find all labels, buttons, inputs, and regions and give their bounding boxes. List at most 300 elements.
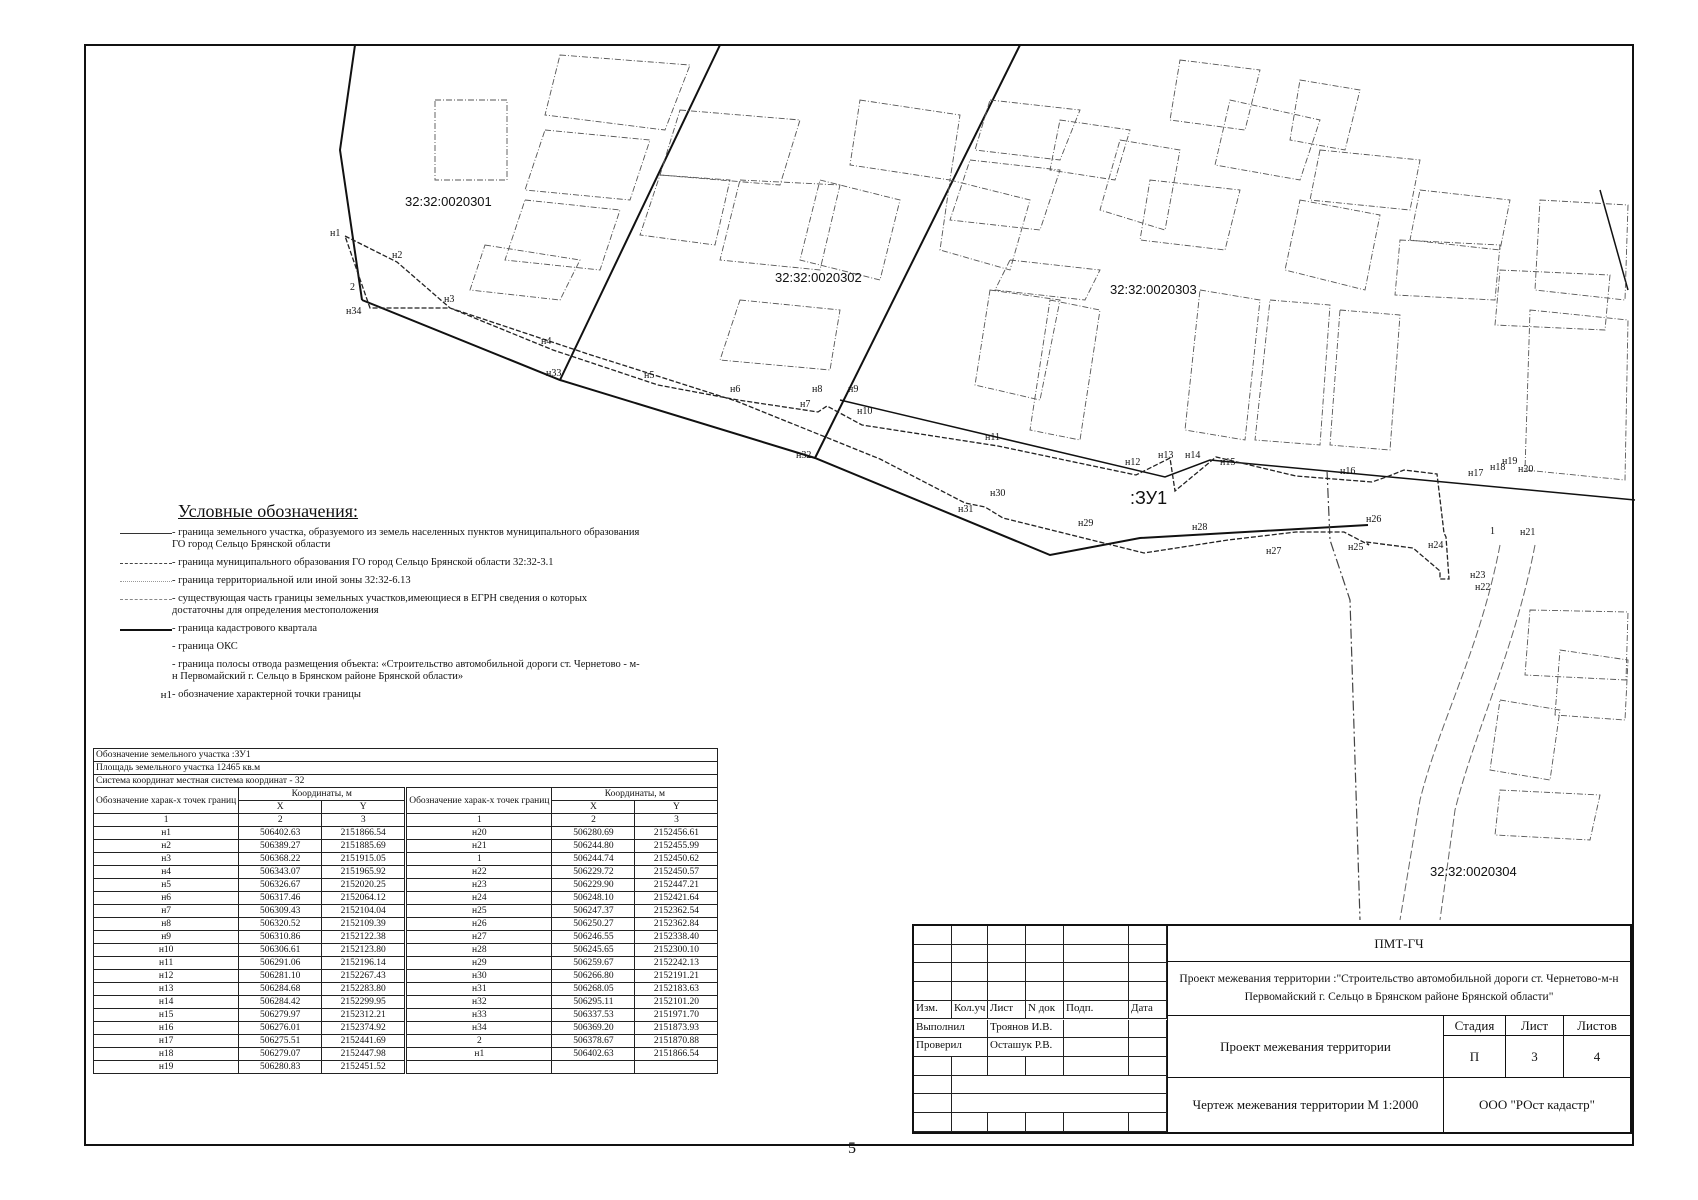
stamp-cell [952, 963, 988, 982]
parcel [525, 130, 650, 200]
table-row [94, 879, 718, 892]
y-cell: 2152455.99 [635, 840, 718, 853]
stamp-cell [914, 926, 952, 945]
header-point: Обозначение харак-х точек границ [94, 788, 239, 814]
x-cell: 506229.72 [552, 866, 635, 879]
stamp-cell [952, 1113, 988, 1132]
table-row [94, 905, 718, 918]
point-label: н18 [1490, 462, 1506, 473]
parcel [1185, 290, 1260, 440]
quarter-boundary [340, 45, 362, 300]
point-name-cell: н9 [94, 931, 239, 944]
point-name-cell: н5 [94, 879, 239, 892]
y-cell: 2152064.12 [322, 892, 406, 905]
point-label: н25 [1348, 542, 1364, 553]
y-cell: 2152020.25 [322, 879, 406, 892]
point-label: н5 [644, 370, 655, 381]
table-row [94, 944, 718, 957]
point-name-cell: н10 [94, 944, 239, 957]
y-cell: 2152196.14 [322, 957, 406, 970]
point-label: н19 [1502, 456, 1518, 467]
header-point: Обозначение харак-х точек границ [406, 788, 552, 814]
x-cell: 506244.74 [552, 853, 635, 866]
quarter-boundary [815, 45, 1020, 458]
x-cell: 506317.46 [239, 892, 322, 905]
col-num: 3 [635, 814, 718, 827]
sheet-value: 3 [1505, 1036, 1563, 1078]
stamp-cell [988, 1113, 1026, 1132]
col-num: 3 [322, 814, 406, 827]
point-label: н12 [1125, 457, 1141, 468]
col-num: 2 [552, 814, 635, 827]
col-num: 1 [94, 814, 239, 827]
point-label: н13 [1158, 450, 1174, 461]
existing-parcels [435, 55, 1628, 840]
x-cell: 506320.52 [239, 918, 322, 931]
legend-text: - граница территориальной или иной зоны 32:32-6.13 [172, 575, 411, 586]
x-cell: 506402.63 [552, 1048, 635, 1061]
revision-grid [914, 926, 1167, 1132]
point-label: н24 [1428, 540, 1444, 551]
y-cell: 2152191.21 [635, 970, 718, 983]
stamp-cell: Выполнил [914, 1020, 988, 1039]
x-cell: 506280.69 [552, 827, 635, 840]
stamp-cell [1129, 982, 1167, 1001]
quarter-boundary [560, 45, 720, 380]
point-label: н23 [1470, 570, 1486, 581]
y-cell: 2152450.62 [635, 853, 718, 866]
header-y: Y [635, 801, 718, 814]
x-cell: 506266.80 [552, 970, 635, 983]
coordinates-table [93, 748, 718, 1074]
y-cell: 2152299.95 [322, 996, 406, 1009]
x-cell: 506369.20 [552, 1022, 635, 1035]
parcel [1215, 100, 1320, 180]
point-label: н10 [857, 406, 873, 417]
drawing-code: ПМТ-ГЧ [1167, 926, 1630, 962]
x-cell: 506309.43 [239, 905, 322, 918]
point-name-cell: н32 [406, 996, 552, 1009]
table-row [94, 840, 718, 853]
legend-item [120, 623, 640, 635]
stamp-cell [988, 926, 1026, 945]
legend-item [120, 557, 640, 569]
x-cell: 506337.53 [552, 1009, 635, 1022]
point-label: н20 [1518, 464, 1534, 475]
point-label: н27 [1266, 546, 1282, 557]
point-name-cell: н22 [406, 866, 552, 879]
legend-text: - граница земельного участка, образуемого из земель населенных пунктов муниципального образования ГО город Сельцо Брянской области [172, 527, 640, 550]
quarter-label: 32:32:0020303 [1110, 282, 1197, 297]
page-number: 5 [848, 1140, 856, 1157]
parcel [505, 200, 620, 270]
point-name-cell: н30 [406, 970, 552, 983]
header-x: X [239, 801, 322, 814]
header-y: Y [322, 801, 406, 814]
table-row [94, 1009, 718, 1022]
stamp-cell [988, 945, 1026, 964]
legend-item [120, 641, 640, 653]
point-name-cell: н26 [406, 918, 552, 931]
legend-item [120, 593, 640, 617]
x-cell: 506275.51 [239, 1035, 322, 1048]
point-label: н17 [1468, 468, 1484, 479]
point-label: н11 [985, 432, 1000, 443]
col-num: 1 [406, 814, 552, 827]
x-cell: 506279.97 [239, 1009, 322, 1022]
parcel [470, 245, 580, 300]
point-label: н9 [848, 384, 859, 395]
stamp-cell [1129, 1038, 1167, 1057]
stamp-cell [952, 945, 988, 964]
x-cell: 506389.27 [239, 840, 322, 853]
stamp-cell [1129, 1113, 1167, 1132]
point-name-cell: н31 [406, 983, 552, 996]
legend-item [120, 575, 640, 587]
parcel [1310, 150, 1420, 210]
stamp-cell [914, 1113, 952, 1132]
point-label: н15 [1220, 457, 1236, 468]
stamp-cell: Кол.уч [952, 1001, 988, 1020]
y-cell: 2152109.39 [322, 918, 406, 931]
y-cell: 2151870.88 [635, 1035, 718, 1048]
parcel [1495, 270, 1610, 330]
x-cell: 506229.90 [552, 879, 635, 892]
parcel [800, 180, 900, 280]
point-name-cell: н8 [94, 918, 239, 931]
x-cell: 506326.67 [239, 879, 322, 892]
point-label: н21 [1520, 527, 1536, 538]
point-name-cell: н29 [406, 957, 552, 970]
point-name-cell: н28 [406, 944, 552, 957]
stamp-cell: Изм. [914, 1001, 952, 1020]
y-cell: 2152183.63 [635, 983, 718, 996]
parcel-designation: Обозначение земельного участка :ЗУ1 [94, 749, 718, 762]
x-cell: 506248.10 [552, 892, 635, 905]
x-cell: 506259.67 [552, 957, 635, 970]
x-cell: 506246.55 [552, 931, 635, 944]
parcel [545, 55, 690, 130]
point-name-cell: н15 [94, 1009, 239, 1022]
x-cell: 506295.11 [552, 996, 635, 1009]
y-cell: 2152362.54 [635, 905, 718, 918]
parcel [720, 300, 840, 370]
y-cell: 2152242.13 [635, 957, 718, 970]
stamp-cell [1064, 1113, 1129, 1132]
y-cell: 2151885.69 [322, 840, 406, 853]
point-name-cell: н6 [94, 892, 239, 905]
stamp-cell: Осташук Р.В. [988, 1038, 1064, 1057]
table-row [94, 918, 718, 931]
legend-text: - граница муниципального образования ГО город Сельцо Брянской области 32:32-3.1 [172, 557, 554, 568]
parcel [1285, 200, 1380, 290]
title-block [912, 924, 1632, 1134]
parcel [720, 180, 840, 270]
stamp-cell [1026, 926, 1064, 945]
sheets-value: 4 [1563, 1036, 1630, 1078]
point-name-cell: н11 [94, 957, 239, 970]
table-row [94, 996, 718, 1009]
y-cell: 2151915.05 [322, 853, 406, 866]
parcel [1330, 310, 1400, 450]
y-cell: 2151873.93 [635, 1022, 718, 1035]
x-cell: 506279.07 [239, 1048, 322, 1061]
header-coords: Координаты, м [239, 788, 406, 801]
point-label: н34 [346, 306, 362, 317]
stamp-cell [1129, 945, 1167, 964]
parcel [940, 180, 1030, 270]
point-name-cell: н1 [406, 1048, 552, 1061]
stamp-cell [914, 963, 952, 982]
parcel [975, 290, 1060, 400]
stage-label: Стадия [1443, 1016, 1505, 1036]
point-name-cell: н17 [94, 1035, 239, 1048]
y-cell: 2151965.92 [322, 866, 406, 879]
y-cell: 2152421.64 [635, 892, 718, 905]
point-name-cell: н4 [94, 866, 239, 879]
header-coords: Координаты, м [552, 788, 718, 801]
col-num: 2 [239, 814, 322, 827]
parcel [1255, 300, 1330, 445]
point-label: н1 [330, 228, 341, 239]
quarter-label: 32:32:0020302 [775, 270, 862, 285]
point-name-cell: 2 [406, 1035, 552, 1048]
stamp-cell [1026, 945, 1064, 964]
point-name-cell: н14 [94, 996, 239, 1009]
x-cell: 506284.42 [239, 996, 322, 1009]
y-cell: 2152441.69 [322, 1035, 406, 1048]
quarter-boundary [840, 400, 1635, 500]
x-cell: 506245.65 [552, 944, 635, 957]
parcel [1140, 180, 1240, 250]
legend-symbol [120, 533, 172, 534]
parcel [850, 100, 960, 180]
x-cell: 506378.67 [552, 1035, 635, 1048]
x-cell: 506268.05 [552, 983, 635, 996]
point-label: н32 [796, 450, 812, 461]
x-cell: 506250.27 [552, 918, 635, 931]
point-name-cell: н20 [406, 827, 552, 840]
x-cell: 506306.61 [239, 944, 322, 957]
sheets-label: Листов [1563, 1016, 1630, 1036]
point-name-cell: н34 [406, 1022, 552, 1035]
stage-name: Проект межевания территории [1167, 1016, 1443, 1078]
point-label: н6 [730, 384, 741, 395]
y-cell [635, 1061, 718, 1074]
stamp-cell: Дата [1129, 1001, 1167, 1020]
point-label: н8 [812, 384, 823, 395]
sheet-label: Лист [1505, 1016, 1563, 1036]
legend-text: - граница ОКС [172, 641, 238, 652]
stamp-cell [914, 982, 952, 1001]
table-row [94, 1048, 718, 1061]
legend-text: - граница кадастрового квартала [172, 623, 318, 634]
stamp-cell [1064, 1020, 1129, 1039]
y-cell: 2152450.57 [635, 866, 718, 879]
stamp-cell: Лист [988, 1001, 1026, 1020]
y-cell: 2152312.21 [322, 1009, 406, 1022]
point-name-cell: н24 [406, 892, 552, 905]
stamp-cell [1064, 945, 1129, 964]
coordinate-system: Система координат местная система координат - 32 [94, 775, 718, 788]
y-cell: 2151866.54 [635, 1048, 718, 1061]
y-cell: 2152456.61 [635, 827, 718, 840]
point-label: 2 [350, 282, 355, 293]
point-name-cell: н18 [94, 1048, 239, 1061]
stamp-cell [952, 982, 988, 1001]
parcel [1290, 80, 1360, 150]
x-cell [552, 1061, 635, 1074]
point-label: 1 [1490, 526, 1495, 537]
stamp-cell: N док [1026, 1001, 1064, 1020]
point-name-cell: н33 [406, 1009, 552, 1022]
legend-symbol: н1 [160, 689, 172, 701]
stamp-cell [988, 982, 1026, 1001]
stamp-cell [988, 963, 1026, 982]
table-row [94, 866, 718, 879]
parcel [1555, 650, 1628, 720]
y-cell: 2152104.04 [322, 905, 406, 918]
parcel [1525, 310, 1628, 480]
y-cell: 2152447.98 [322, 1048, 406, 1061]
stamp-cell [1064, 963, 1129, 982]
point-name-cell: н1 [94, 827, 239, 840]
y-cell: 2152123.80 [322, 944, 406, 957]
stamp-cell: Троянов И.В. [988, 1020, 1064, 1039]
stamp-cell [1064, 926, 1129, 945]
y-cell: 2151866.54 [322, 827, 406, 840]
x-cell: 506247.37 [552, 905, 635, 918]
table-row [94, 931, 718, 944]
parcel [950, 160, 1060, 230]
point-label: н31 [958, 504, 974, 515]
stamp-cell [1026, 982, 1064, 1001]
stamp-cell: Проверил [914, 1038, 988, 1057]
parcel [1495, 790, 1600, 840]
legend-title: Условные обозначения: [178, 501, 359, 521]
point-label: н14 [1185, 450, 1201, 461]
parcel-label: :ЗУ1 [1130, 488, 1168, 508]
table-row [94, 892, 718, 905]
table-row [94, 853, 718, 866]
stamp-cell [988, 1057, 1026, 1076]
y-cell: 2151971.70 [635, 1009, 718, 1022]
point-label: н29 [1078, 518, 1094, 529]
point-name-cell: н23 [406, 879, 552, 892]
table-row [94, 983, 718, 996]
point-name-cell: н21 [406, 840, 552, 853]
point-name-cell: н16 [94, 1022, 239, 1035]
stamp-cell [1129, 1020, 1167, 1039]
point-name-cell: н19 [94, 1061, 239, 1074]
point-label: н2 [392, 250, 403, 261]
stamp-cell [1129, 926, 1167, 945]
point-label: н4 [541, 336, 552, 347]
legend-text: - граница полосы отвода размещения объекта: «Строительство автомобильной дороги ст. Чернетово - м-н Первомайский г. Сельцо в Брянском районе Брянской области» [172, 659, 640, 682]
stamp-cell [952, 1057, 988, 1076]
point-label: н33 [546, 368, 562, 379]
stamp-cell [1064, 982, 1129, 1001]
point-name-cell: н25 [406, 905, 552, 918]
table-row [94, 1061, 718, 1074]
stamp-cell [1064, 1038, 1129, 1057]
table-row [94, 827, 718, 840]
legend-text: - обозначение характерной точки границы [172, 689, 361, 700]
drawing-title: Чертеж межевания территории М 1:2000 [1167, 1078, 1443, 1132]
point-label: н7 [800, 399, 811, 410]
legend-text: - существующая часть границы земельных участков,имеющиеся в ЕГРН сведения о которых достаточны для определения местоположения [172, 593, 588, 616]
y-cell: 2152122.38 [322, 931, 406, 944]
parcel [1490, 700, 1560, 780]
point-name-cell: н2 [94, 840, 239, 853]
y-cell: 2152451.52 [322, 1061, 406, 1074]
stamp-cell [914, 1094, 1167, 1113]
stamp-cell [1026, 1113, 1064, 1132]
legend [120, 501, 640, 709]
point-label: н3 [444, 294, 455, 305]
y-cell: 2152447.21 [635, 879, 718, 892]
y-cell: 2152283.80 [322, 983, 406, 996]
legend-symbol [120, 581, 172, 582]
table-row [94, 1022, 718, 1035]
legend-symbol [120, 563, 172, 564]
stage-value: П [1443, 1036, 1505, 1078]
y-cell: 2152338.40 [635, 931, 718, 944]
table-row [94, 957, 718, 970]
stamp-cell [1026, 963, 1064, 982]
stamp-cell [1129, 1057, 1167, 1076]
parcel [660, 110, 800, 185]
parcel [435, 100, 507, 180]
legend-item [120, 689, 640, 703]
stamp-cell [914, 945, 952, 964]
table-row [94, 970, 718, 983]
stamp-cell [952, 926, 988, 945]
parcel-area: Площадь земельного участка 12465 кв.м [94, 762, 718, 775]
parcel [975, 100, 1080, 160]
x-cell: 506368.22 [239, 853, 322, 866]
x-cell: 506281.10 [239, 970, 322, 983]
project-title: Проект межевания территории :"Строительство автомобильной дороги ст. Чернетово-м-н Первомайский г. Сельцо в Брянском районе Брянской области" [1167, 962, 1630, 1016]
quarter-label: 32:32:0020301 [405, 194, 492, 209]
stamp-cell [1026, 1057, 1064, 1076]
point-label: н28 [1192, 522, 1208, 533]
parcel [1525, 610, 1628, 680]
point-label: н30 [990, 488, 1006, 499]
stamp-cell [914, 1057, 952, 1076]
point-name-cell: н12 [94, 970, 239, 983]
company-name: ООО "РОст кадастр" [1443, 1078, 1630, 1132]
table-row [94, 1035, 718, 1048]
y-cell: 2152101.20 [635, 996, 718, 1009]
x-cell: 506343.07 [239, 866, 322, 879]
parcel [1050, 120, 1130, 180]
x-cell: 506280.83 [239, 1061, 322, 1074]
x-cell: 506244.80 [552, 840, 635, 853]
legend-item [120, 659, 640, 683]
parcel [1170, 60, 1260, 130]
x-cell: 506310.86 [239, 931, 322, 944]
legend-symbol [120, 629, 172, 631]
quarter-label: 32:32:0020304 [1430, 864, 1517, 879]
legend-item [120, 527, 640, 551]
point-name-cell: н7 [94, 905, 239, 918]
y-cell: 2152374.92 [322, 1022, 406, 1035]
x-cell: 506276.01 [239, 1022, 322, 1035]
stamp-cell [1129, 963, 1167, 982]
parcel [1030, 300, 1100, 440]
header-x: X [552, 801, 635, 814]
